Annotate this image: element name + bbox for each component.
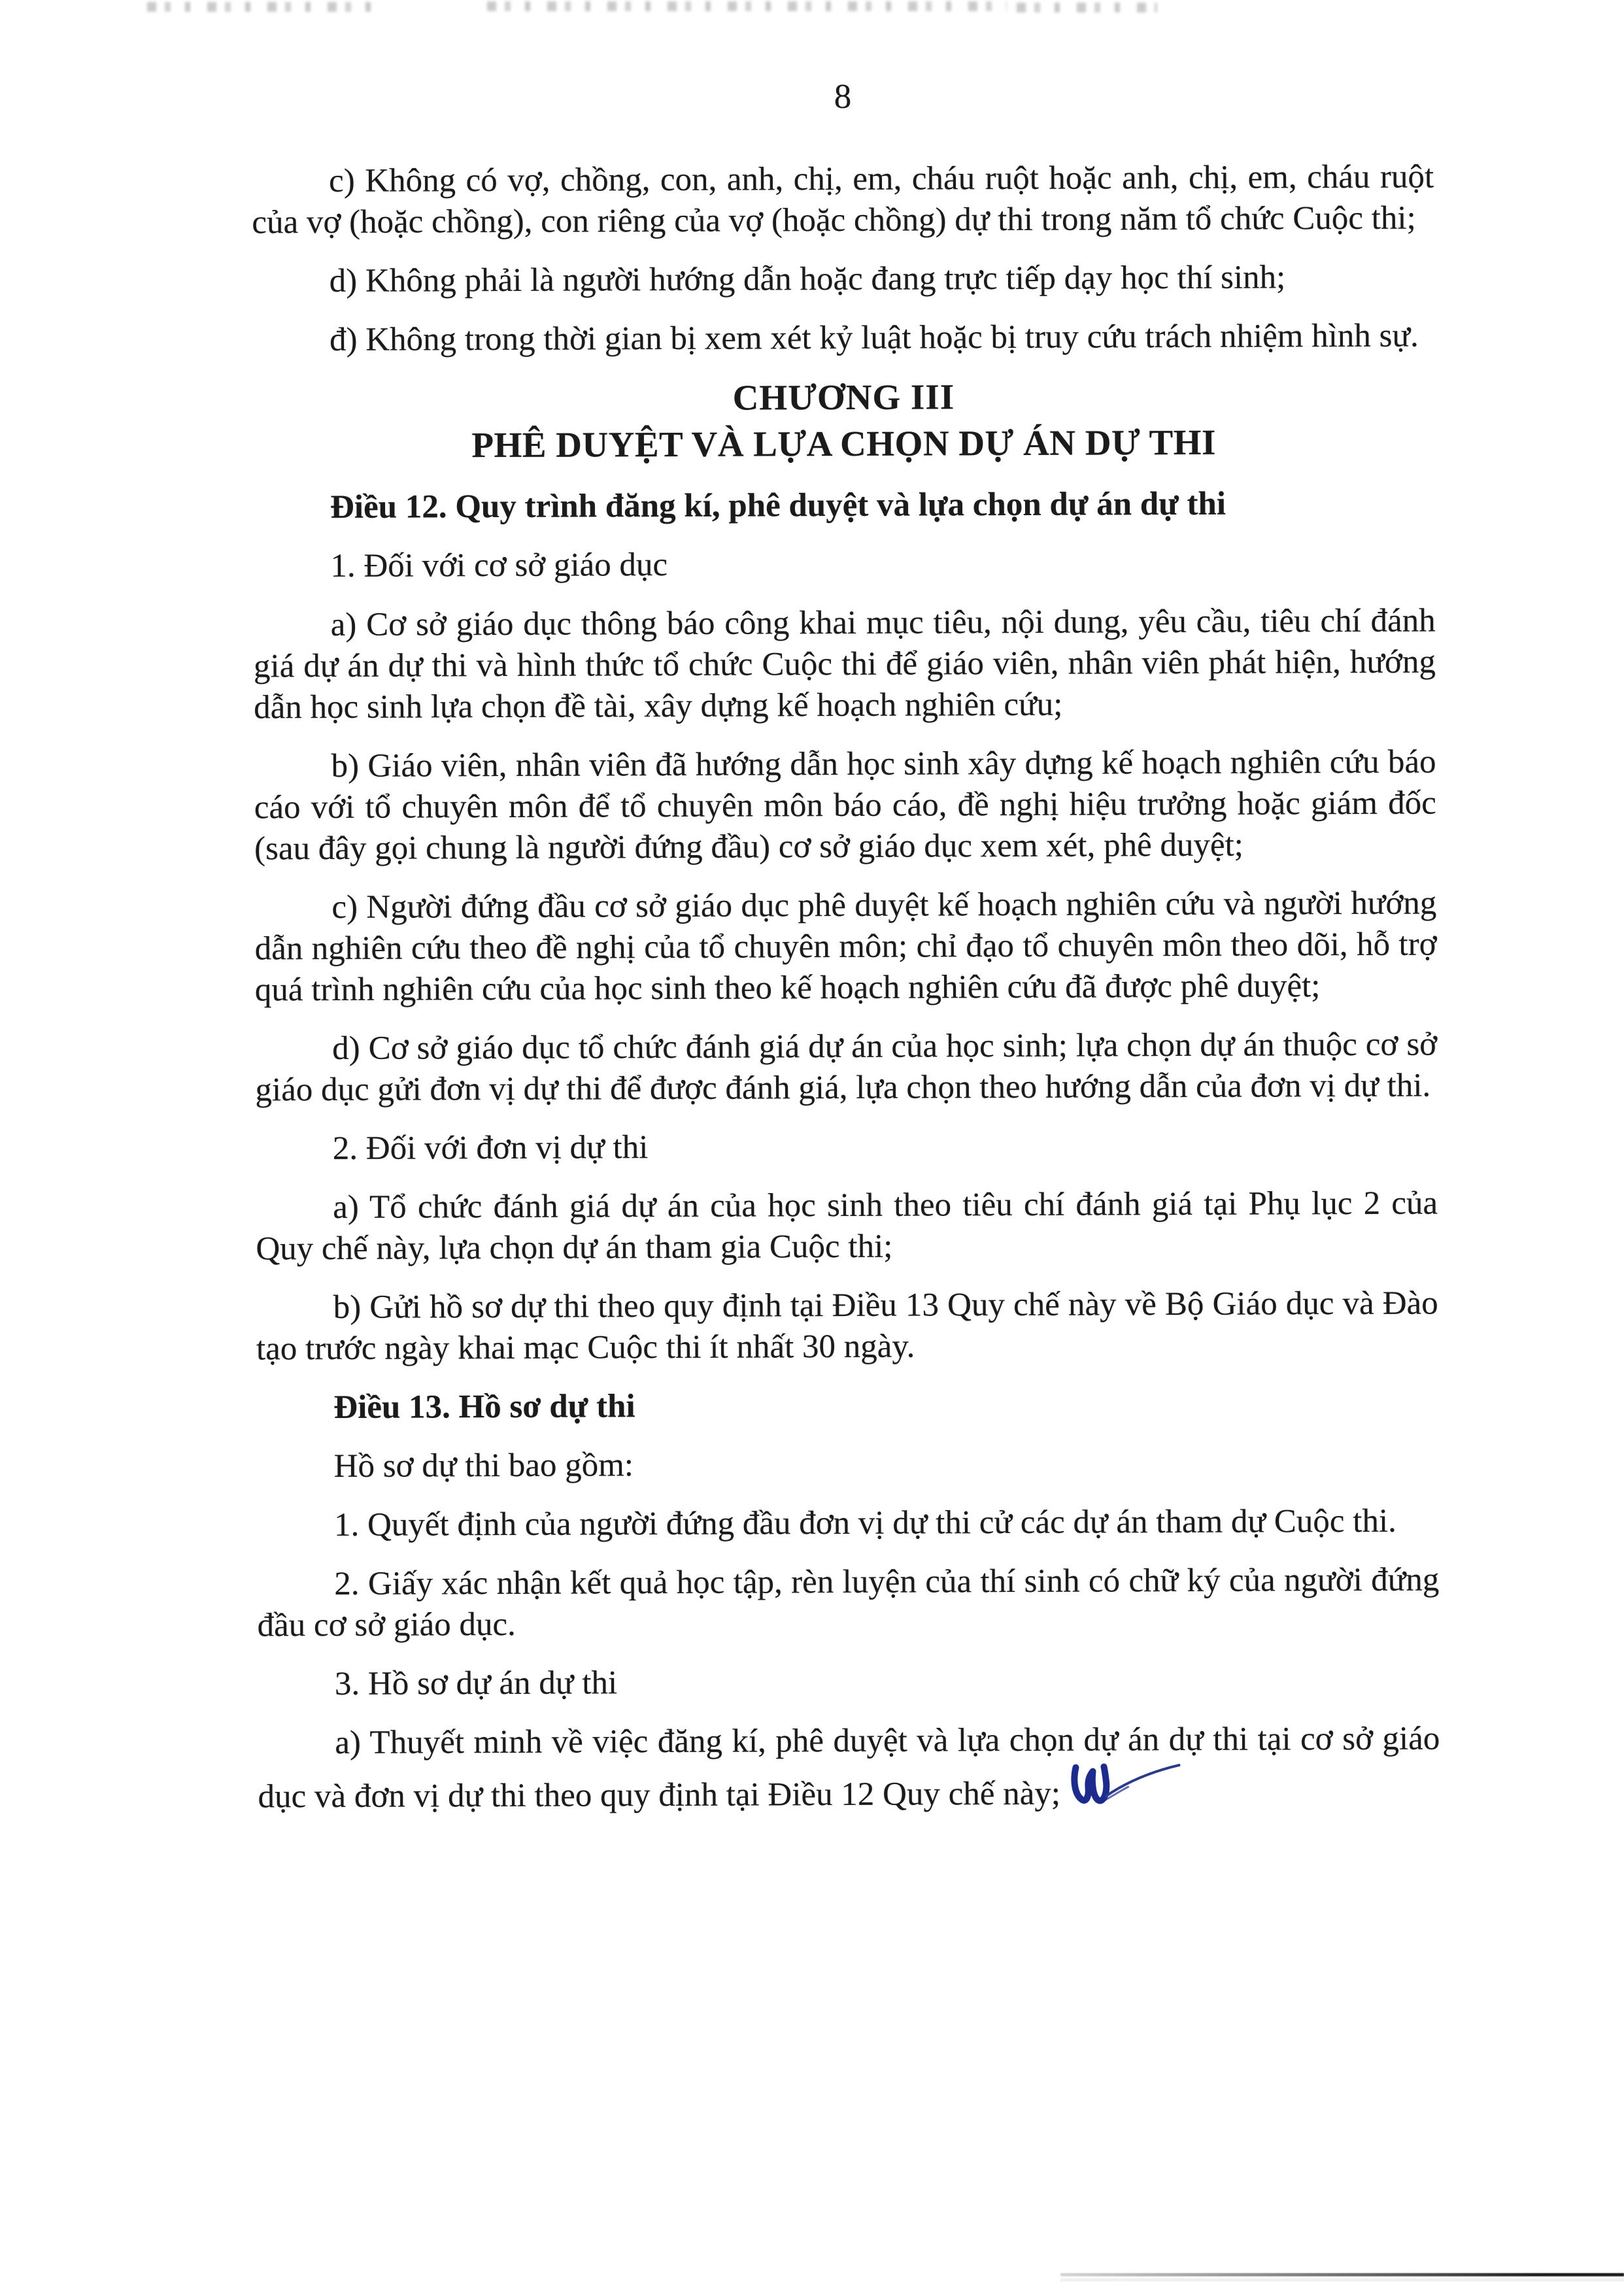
clause-c-eligibility: c) Không có vợ, chồng, con, anh, chị, em, cháu ruột hoặc anh, chị, em, cháu ruột của vợ (hoặc chồng), con riêng của vợ (hoặc chồng) dự thi trong năm tổ chức Cuộc thi; (252, 158, 1434, 241)
article-12-section-1-heading: 1. Đối với cơ sở giáo dục (330, 547, 668, 585)
chapter-number: CHƯƠNG III (732, 377, 955, 418)
article-13-item-3a-text: a) Thuyết minh về việc đăng kí, phê duyệt và lựa chọn dự án dự thi tại cơ sở giáo dục và đơn vị dự thi theo quy định tại Điều 12 Quy chế này; (258, 1720, 1440, 1815)
scan-artifact-top (487, 1, 1007, 11)
article-12-section-2-heading: 2. Đối với đơn vị dự thi (332, 1129, 649, 1168)
handwritten-initial-icon (1067, 1761, 1185, 1827)
chapter-title: PHÊ DUYỆT VÀ LỰA CHỌN DỰ ÁN DỰ THI (471, 422, 1217, 465)
article-13-item-3: 3. Hồ sơ dự án dự thi (334, 1664, 618, 1703)
article-12-section-1-item-b: b) Giáo viên, nhân viên đã hướng dẫn học sinh xây dựng kế hoạch nghiên cứu báo cáo với tổ chuyên môn để tổ chuyên môn báo cáo, đề nghị hiệu trưởng hoặc giám đốc (sau đây gọi chung là người đứng đầu) cơ sở giáo dục xem xét, phê duyệt; (254, 743, 1436, 868)
scan-artifact-top (1017, 3, 1157, 12)
article-12-section-1-item-a: a) Cơ sở giáo dục thông báo công khai mục tiêu, nội dung, yêu cầu, tiêu chí đánh giá dự án dự thi và hình thức tổ chức Cuộc thi để giáo viên, nhân viên phát hiện, hướng dẫn học sinh lựa chọn đề tài, xây dựng kế hoạch nghiên cứu; (253, 602, 1436, 726)
article-13-item-2: 2. Giấy xác nhận kết quả học tập, rèn luyện của thí sinh có chữ ký của người đứng đầu cơ sở giáo dục. (257, 1561, 1440, 1644)
article-12-section-1-item-c: c) Người đứng đầu cơ sở giáo dục phê duyệt kế hoạch nghiên cứu và người hướng dẫn nghiên cứu theo đề nghị của tổ chuyên môn; chỉ đạo tổ chuyên môn theo dõi, hỗ trợ quá trình nghiên cứu của học sinh theo kế hoạch nghiên cứu đã được phê duyệt; (254, 885, 1437, 1009)
clause-d-eligibility: d) Không phải là người hướng dẫn hoặc đang trực tiếp dạy học thí sinh; (329, 259, 1286, 300)
article-13-intro: Hồ sơ dự thi bao gồm: (333, 1447, 634, 1485)
document-body (252, 157, 1440, 1847)
article-12-section-2-item-b: b) Gửi hồ sơ dự thi theo quy định tại Điều 13 Quy chế này về Bộ Giáo dục và Đào tạo trước ngày khai mạc Cuộc thi ít nhất 30 ngày. (256, 1285, 1438, 1368)
clause-dd-eligibility: đ) Không trong thời gian bị xem xét kỷ luật hoặc bị truy cứu trách nhiệm hình sự. (329, 317, 1419, 359)
article-12-heading: Điều 12. Quy trình đăng kí, phê duyệt và lựa chọn dự án dự thi (330, 485, 1226, 526)
scan-artifact-top (147, 2, 373, 12)
article-13-heading: Điều 13. Hồ sơ dự thi (333, 1388, 635, 1426)
article-12-section-2-item-a: a) Tổ chức đánh giá dự án của học sinh theo tiêu chí đánh giá tại Phụ lục 2 của Quy chế này, lựa chọn dự án tham gia Cuộc thi; (256, 1185, 1438, 1268)
scan-artifact-bottom-line (1060, 2273, 1624, 2276)
article-13-item-1: 1. Quyết định của người đứng đầu đơn vị dự thi cử các dự án tham dự Cuộc thi. (333, 1502, 1396, 1544)
article-12-section-1-item-d: d) Cơ sở giáo dục tổ chức đánh giá dự án của học sinh; lựa chọn dự án thuộc cơ sở giáo dục gửi đơn vị dự thi để được đánh giá, lựa chọn theo hướng dẫn của đơn vị dự thi. (255, 1026, 1438, 1109)
page-number: 8 (834, 78, 852, 116)
article-13-item-3a (258, 1719, 1440, 1830)
